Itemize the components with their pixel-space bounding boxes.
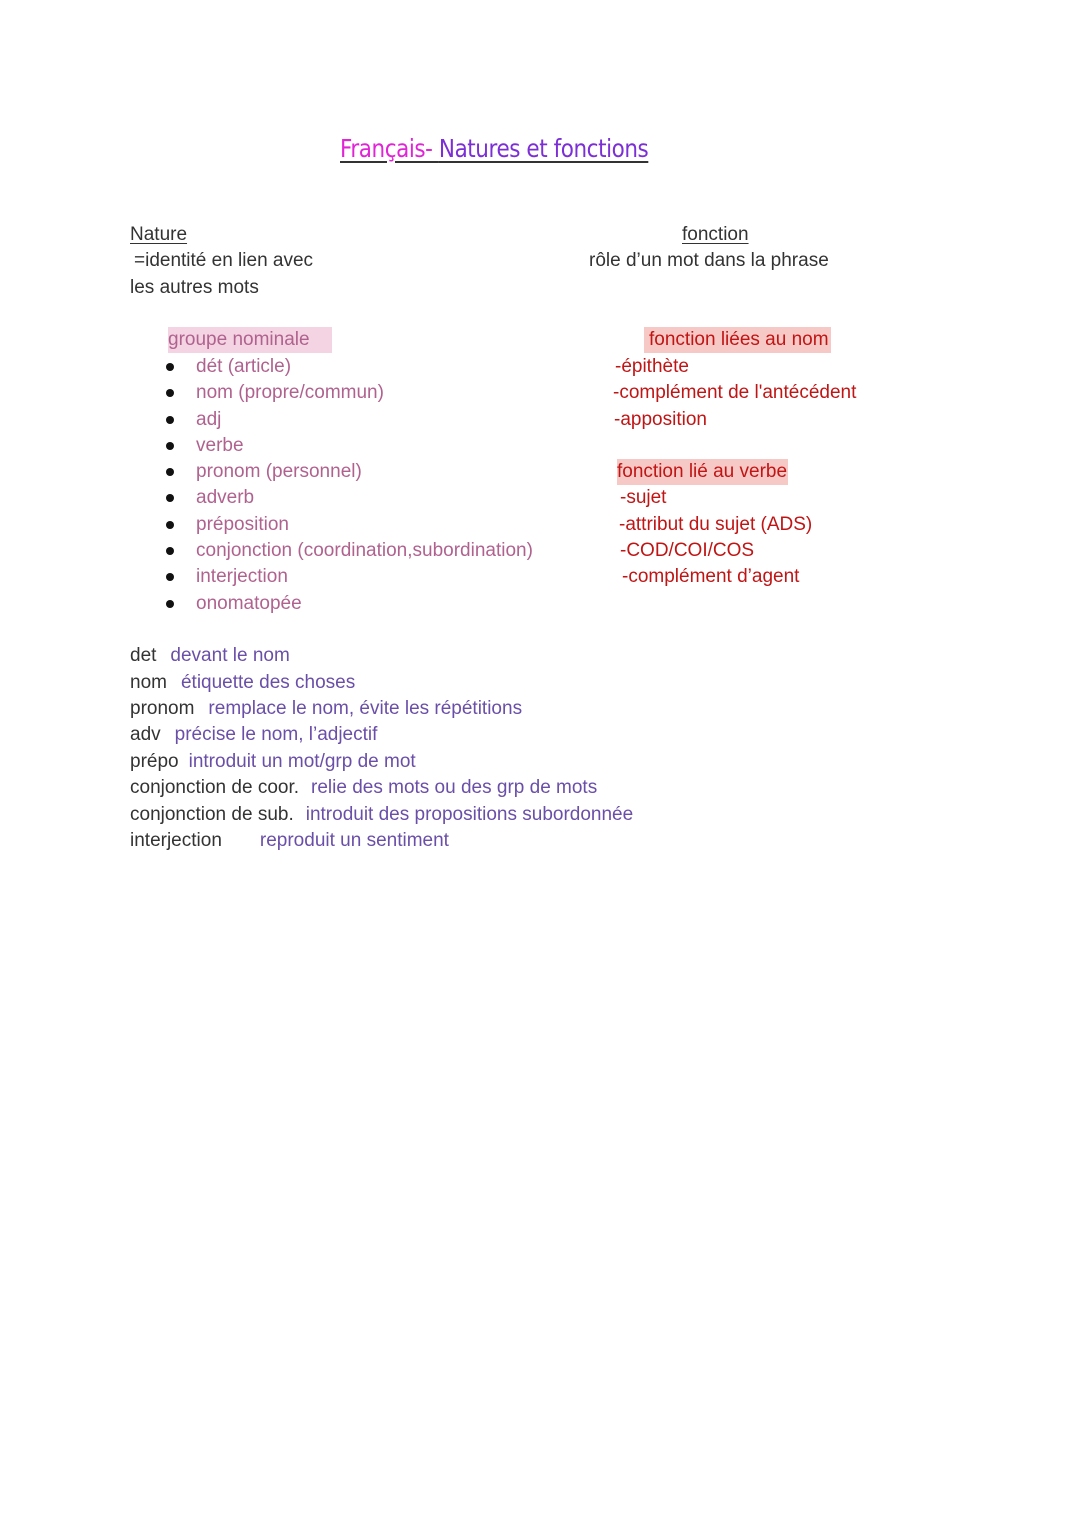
title-subject: Français-	[340, 134, 439, 163]
definition-row: pronom remplace le nom, évite les répétitions	[130, 698, 523, 719]
list-item: préposition	[166, 512, 533, 538]
definition-row: prépo introduit un mot/grp de mot	[130, 751, 416, 772]
fonction-definition: rôle d’un mot dans la phrase	[589, 250, 829, 271]
bullet-icon	[166, 600, 174, 608]
bullet-icon	[166, 468, 174, 476]
list-item: pronom (personnel)	[166, 459, 533, 485]
definition-row: adv précise le nom, l’adjectif	[130, 724, 378, 745]
fonction-nom-item: -complément de l'antécédent	[613, 382, 857, 403]
list-item: conjonction (coordination,subordination)	[166, 538, 533, 564]
bullet-icon	[166, 363, 174, 371]
nature-list	[166, 354, 533, 617]
definition-row: nom étiquette des choses	[130, 672, 356, 693]
title-topic: Natures et fonctions	[438, 134, 649, 163]
fonction-verbe-item: -attribut du sujet (ADS)	[619, 514, 813, 535]
page-title	[340, 134, 648, 163]
list-item: adverb	[166, 485, 533, 511]
fonction-verbe-label: fonction lié au verbe	[617, 459, 788, 485]
bullet-icon	[166, 494, 174, 502]
list-item: interjection	[166, 564, 533, 590]
definition-row: conjonction de sub. introduit des propositions subordonnée	[130, 804, 634, 825]
bullet-icon	[166, 521, 174, 529]
definition-row: det devant le nom	[130, 645, 290, 666]
definition-row: interjection reproduit un sentiment	[130, 830, 449, 851]
fonction-verbe-item: -sujet	[620, 487, 667, 508]
fonction-nom-item: -apposition	[614, 409, 707, 430]
bullet-icon	[166, 442, 174, 450]
bullet-icon	[166, 416, 174, 424]
bullet-icon	[166, 573, 174, 581]
nature-definition-line1: =identité en lien avec	[134, 250, 314, 271]
fonction-nom-item: -épithète	[615, 356, 689, 377]
list-item: verbe	[166, 433, 533, 459]
list-item: onomatopée	[166, 591, 533, 617]
nature-heading: Nature	[130, 224, 188, 245]
bullet-icon	[166, 389, 174, 397]
fonction-verbe-item: -complément d’agent	[622, 566, 800, 587]
bullet-icon	[166, 547, 174, 555]
list-item: adj	[166, 407, 533, 433]
nature-definition-line2: les autres mots	[130, 277, 259, 298]
list-item: dét (article)	[166, 354, 533, 380]
groupe-nominale-label: groupe nominale	[168, 327, 332, 353]
definition-row: conjonction de coor. relie des mots ou des grp de mots	[130, 777, 598, 798]
list-item: nom (propre/commun)	[166, 380, 533, 406]
fonction-verbe-item: -COD/COI/COS	[620, 540, 755, 561]
fonction-nom-label: fonction liées au nom	[644, 327, 831, 353]
fonction-heading: fonction	[682, 224, 749, 245]
